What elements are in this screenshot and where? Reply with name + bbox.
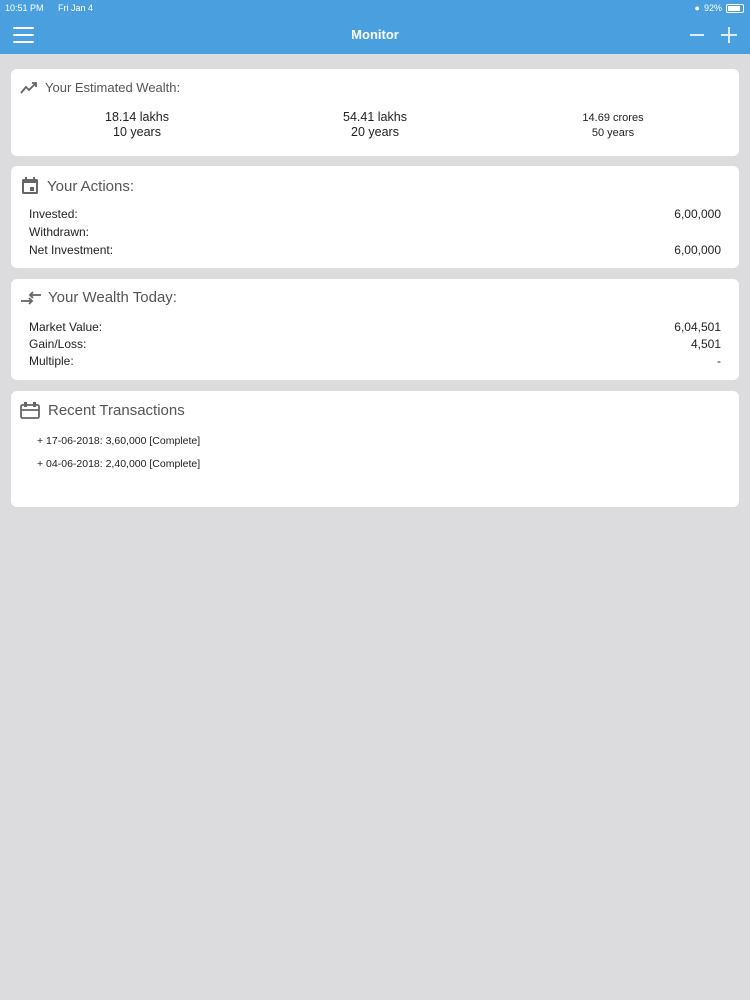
wealth-years: 50 years — [591, 127, 635, 139]
estimated-wealth-header — [20, 80, 180, 95]
row-value: 4,501 — [690, 337, 721, 351]
row-value: 6,00,000 — [674, 243, 721, 257]
transaction-item[interactable]: + 04-06-2018: 2,40,000 [Complete] — [37, 458, 201, 470]
row-label: Net Investment: — [29, 243, 114, 257]
actions-card — [11, 166, 739, 268]
nav-bar — [0, 17, 750, 54]
wealth-value: 18.14 lakhs — [105, 110, 169, 124]
wealth-20-years — [275, 110, 475, 140]
today-row-multiple — [29, 354, 721, 368]
actions-row-withdrawn — [29, 225, 721, 239]
wealth-value: 54.41 lakhs — [343, 110, 407, 124]
status-date: Fri Jan 4 — [58, 3, 94, 13]
plus-icon[interactable] — [721, 27, 737, 43]
today-row-market-value — [29, 320, 721, 334]
wifi-icon: ● — [694, 3, 700, 13]
actions-row-net-investment — [29, 243, 721, 257]
today-row-gain-loss — [29, 337, 721, 351]
wealth-today-title: Your Wealth Today: — [48, 289, 177, 306]
status-time: 10:51 PM — [5, 3, 44, 13]
wealth-years: 20 years — [351, 125, 399, 139]
row-label: Gain/Loss: — [29, 337, 87, 351]
recent-transactions-title: Recent Transactions — [48, 401, 185, 419]
row-value: 6,04,501 — [674, 320, 721, 334]
battery-percent: 92% — [703, 3, 722, 13]
calendar-icon — [20, 176, 40, 196]
page-title: Monitor — [351, 27, 399, 42]
row-label: Market Value: — [29, 320, 103, 334]
wealth-years: 10 years — [113, 125, 161, 139]
actions-row-invested — [29, 207, 721, 221]
wealth-10-years — [37, 110, 237, 140]
actions-header — [20, 176, 134, 196]
wealth-today-header — [20, 289, 177, 306]
estimated-wealth-title: Your Estimated Wealth: — [45, 80, 181, 95]
row-label: Withdrawn: — [29, 225, 90, 239]
wealth-50-years — [513, 111, 713, 141]
minus-icon[interactable] — [690, 34, 704, 36]
swap-arrows-icon — [20, 290, 42, 306]
estimated-wealth-card — [11, 69, 739, 156]
row-value: 6,00,000 — [674, 207, 721, 221]
row-label: Invested: — [29, 207, 78, 221]
recent-transactions-card — [11, 391, 739, 507]
row-label: Multiple: — [29, 354, 74, 368]
transaction-item[interactable]: + 17-06-2018: 3,60,000 [Complete] — [37, 435, 201, 447]
status-bar — [0, 0, 750, 17]
wealth-value: 14.69 crores — [582, 112, 644, 124]
wealth-today-card — [11, 279, 739, 380]
trend-icon — [20, 81, 38, 95]
actions-title: Your Actions: — [47, 177, 135, 195]
recent-transactions-header — [20, 401, 185, 419]
card-icon — [20, 401, 40, 419]
row-value: - — [717, 354, 721, 368]
battery-icon — [726, 4, 744, 13]
